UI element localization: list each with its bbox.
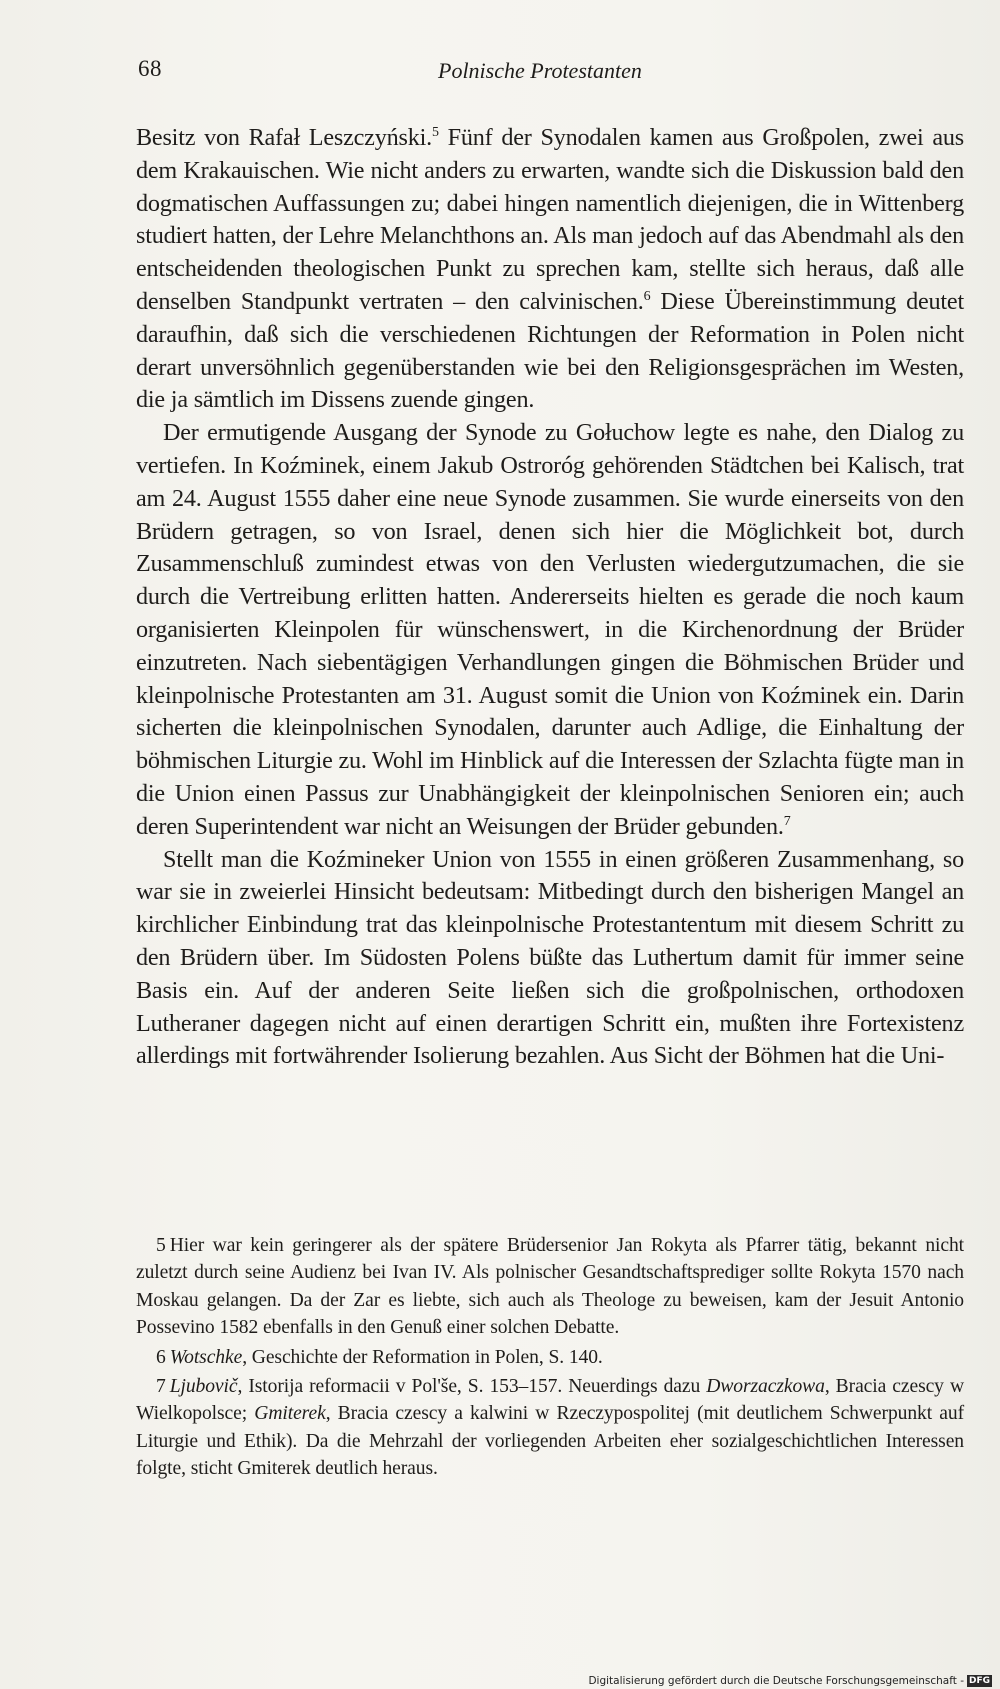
text-run: Fünf der Synodalen kamen aus Großpolen, zwei aus dem Krakauischen. Wie nicht anders zu erwarten, wandte sich die Diskussion bald den dogmatischen Auffassungen zu; dabei hingen namentlich diejenigen, die in Wittenberg studiert hatten, der Lehre Melanchthons an. Als man jedoch auf das Abendmahl als den entscheidenden theologischen Punkt zu sprechen kam, stellte sich heraus, daß alle denselben Standpunkt vertraten – den calvinischen.: [136, 124, 964, 315]
author-name: Ljubovič: [169, 1376, 238, 1398]
footnote: [136, 1344, 964, 1371]
text-run: Stellt man die Koźmineker Union von 1555 in einen größeren Zusammenhang, so war sie in zweierlei Hinsicht bedeutsam: Mitbedingt durch den bisherigen Mangel an kirchlicher Einbindung trat das kleinpolnische Protestantentum mit diesem Schritt zu den Brüdern über. Im Südosten Polens büßte das Luthertum damit für immer seine Basis ein. Auf der anderen Seite ließen sich die großpolnischen, orthodoxen Lutheraner dagegen nicht auf einen derartigen Schritt ein, mußten ihre Fortexistenz allerdings mit fortwährender Isolierung bezahlen. Aus Sicht der Böhmen hat die Uni-: [136, 845, 964, 1070]
footnotes: [136, 1232, 964, 1485]
dfg-logo: DFG: [968, 1676, 990, 1686]
author-name: Dworzaczkowa: [706, 1376, 825, 1398]
text-run: , Bracia czescy a kalwini w Rzeczypospolitej (mit deutlichem Schwerpunkt auf Liturgie und Ethik). Da die Mehrzahl der vorliegenden Arbeiten eher sozialgeschichtlichen Interessen folgte, sticht Gmiterek deutlich heraus.: [136, 1403, 964, 1480]
footnote: [136, 1232, 964, 1342]
text-run: , Geschichte der Reformation in Polen, S. 140.: [242, 1346, 603, 1368]
text-run: , Istorija reformacii v Pol'še, S. 153–157. Neuerdings dazu: [237, 1376, 707, 1398]
text-run: Hier war kein geringerer als der spätere Brüdersenior Jan Rokyta als Pfarrer tätig, bekannt nicht zuletzt durch seine Audienz bei Ivan IV. Als polnischer Gesandtschaftsprediger sollte Rokyta 1570 nach Moskau gelangen. Da der Zar es liebte, sich auch als Theologe zu beweisen, kam der Jesuit Antonio Possevino 1582 ebenfalls in den Genuß einer solchen Debatte.: [136, 1235, 964, 1339]
footnote-reference: 5: [431, 125, 439, 140]
author-name: Wotschke: [169, 1346, 243, 1368]
credit-text: Digitalisierung gefördert durch die Deutsche Forschungsgemeinschaft -: [588, 1675, 964, 1687]
page-number: 68: [138, 56, 162, 81]
text-run: , Bracia czescy w Wielkopolsce;: [136, 1376, 965, 1425]
footnote-number: 6: [156, 1346, 166, 1368]
footnote-reference: 7: [783, 813, 791, 829]
paragraph: [136, 844, 964, 1074]
text-run: Der ermutigende Ausgang der Synode zu Gołuchow legte es nahe, den Dialog zu vertiefen. In Koźminek, einem Jakub Ostroróg gehörenden Städtchen bei Kalisch, trat am 24. August 1555 daher eine neue Synode zusammen. Sie wurde einerseits von den Brüdern getragen, so von Israel, denen sich hier die Möglichkeit bot, durch Zusammenschluß zumindest etwas von den Verlusten wiedergutzumachen, die sie durch die Vertreibung erlitten hatten. Andererseits hielten es gerade die noch kaum organisierten Kleinpolen für wünschenswert, in die Kirchenordnung der Brüder einzutreten. Nach siebentägigen Verhandlungen gingen die Böhmischen Brüder und kleinpolnische Protestanten am 31. August somit die Union von Koźminek ein. Darin sicherten die kleinpolnischen Synodalen, darunter auch Adlige, die Einhaltung der böhmischen Liturgie zu. Wohl im Hinblick auf die Interessen der Szlachta fügte man in die Union einen Passus zur Unabhängigkeit der kleinpolnischen Senioren ein; auch deren Superintendent war nicht an Weisungen der Brüder gebunden.: [136, 419, 964, 840]
text-run: Besitz von Rafał Leszczyński.: [136, 124, 432, 151]
running-head: Polnische Protestanten: [438, 58, 642, 83]
digitization-credit: [588, 1675, 992, 1687]
paragraph: [136, 122, 964, 417]
body-text: [136, 122, 964, 1073]
footnote-number: 5: [156, 1235, 166, 1256]
page-header: [138, 56, 958, 88]
paragraph: [136, 417, 964, 843]
footnote: [136, 1373, 964, 1483]
text-run: Diese Übereinstimmung deutet daraufhin, daß sich die verschiedenen Richtungen der Reformation in Polen nicht derart unversöhnlich gegenüberstanden wie bei den Religionsgesprächen im Westen, die ja sämtlich im Dissens zuende gingen.: [136, 287, 964, 414]
footnote-number: 7: [156, 1376, 166, 1398]
author-name: Gmiterek: [254, 1403, 326, 1425]
footnote-reference: 6: [643, 288, 651, 304]
